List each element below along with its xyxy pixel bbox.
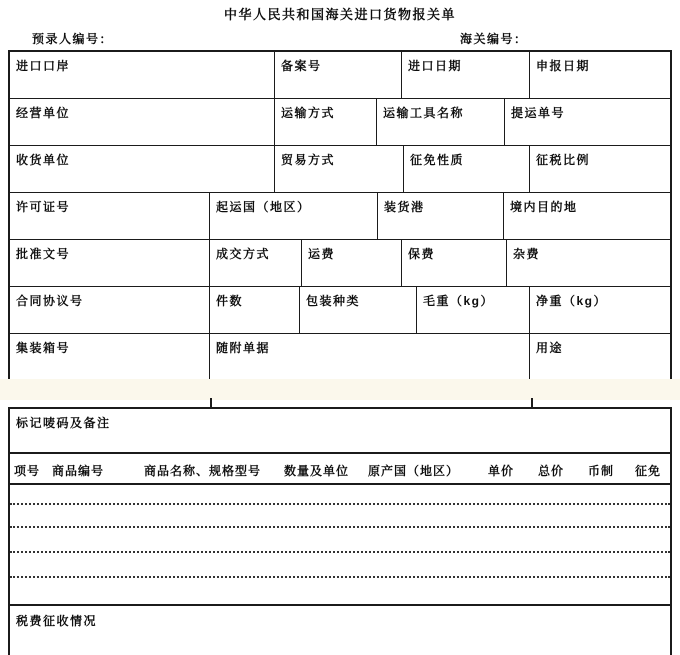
table-row [10,99,670,146]
tax-collection-section [10,604,670,655]
table-row [10,287,670,334]
cell-label: 净重（kg） [536,294,608,308]
declaration-info-table [8,50,672,381]
cell-label: 起运国（地区） [216,200,311,214]
cell-record-number [275,52,402,98]
item-row-divider [10,503,670,505]
cell-label: 随附单据 [216,341,271,355]
cell-label: 征税比例 [536,153,591,167]
pre-entry-number-label: 预录人编号： [32,32,114,46]
tax-collection-label: 税费征收情况 [16,614,98,628]
cell-label: 申报日期 [536,59,591,73]
scan-gap-band [0,379,680,400]
cell-label: 境内目的地 [510,200,578,214]
table-row [10,334,670,381]
col-origin-country: 原产国（地区） [368,464,460,478]
cell-trade-mode [275,146,404,192]
cell-freight [302,240,402,286]
cell-net-weight [530,287,670,333]
customs-number-label: 海关编号： [460,32,528,46]
cell-label: 集装箱号 [16,341,71,355]
cell-label: 成交方式 [216,247,271,261]
cell-label: 用途 [536,341,564,355]
cell-label: 经营单位 [16,106,71,120]
cell-operating-unit [10,99,275,145]
item-row-divider [10,576,670,578]
form-title: 中华人民共和国海关进口货物报关单 [223,7,456,22]
cell-label: 毛重（kg） [423,294,495,308]
cell-loading-port [378,193,504,239]
cell-bill-of-lading-no [505,99,670,145]
cell-label: 件数 [216,294,244,308]
col-levy-exempt: 征免 [635,464,662,478]
cell-label: 运费 [308,247,336,261]
cell-label: 提运单号 [511,106,566,120]
cell-declaration-date [530,52,670,98]
cell-import-date [402,52,530,98]
cell-contract-no [10,287,210,333]
col-currency: 币制 [588,464,615,478]
col-commodity-code: 商品编号 [52,464,105,478]
cell-transport-mode [275,99,377,145]
item-row-divider [10,551,670,553]
item-entry-rows [10,485,670,604]
col-commodity-name-spec: 商品名称、规格型号 [144,464,262,478]
cell-attached-documents [210,334,530,381]
cell-transaction-mode [210,240,302,286]
cell-consignee-unit [10,146,275,192]
item-row-divider [10,526,670,528]
cell-label: 进口口岸 [16,59,71,73]
cell-license-no [10,193,210,239]
cell-label: 保费 [408,247,436,261]
cell-label: 包装种类 [306,294,361,308]
table-row [10,193,670,240]
cell-import-port [10,52,275,98]
cell-label: 装货港 [384,200,425,214]
cell-misc-fees [507,240,670,286]
cell-purpose [530,334,670,381]
cell-label: 收货单位 [16,153,71,167]
cell-label: 许可证号 [16,200,71,214]
cell-approval-doc-no [10,240,210,286]
cell-domestic-destination [504,193,670,239]
cell-package-type [300,287,417,333]
table-row [10,240,670,287]
cell-label: 备案号 [281,59,322,73]
cell-label: 杂费 [513,247,541,261]
cell-levy-exempt-nature [404,146,530,192]
col-quantity-unit: 数量及单位 [284,464,350,478]
cell-container-no [10,334,210,381]
cell-departure-country [210,193,378,239]
cell-insurance [402,240,507,286]
marks-remarks-label: 标记唛码及备注 [16,416,111,430]
cell-tax-ratio [530,146,670,192]
items-and-remarks-box [8,407,672,655]
cell-label: 运输工具名称 [383,106,465,120]
cell-label: 运输方式 [281,106,336,120]
cell-label: 合同协议号 [16,294,84,308]
items-table-header [10,454,670,485]
table-row [10,146,670,193]
cell-gross-weight [417,287,530,333]
col-total-price: 总价 [538,464,565,478]
col-item-no: 项号 [14,464,41,478]
table-row [10,52,670,99]
cell-label: 批准文号 [16,247,71,261]
cell-package-count [210,287,300,333]
cell-label: 征免性质 [410,153,465,167]
col-unit-price: 单价 [488,464,515,478]
cell-label: 贸易方式 [281,153,336,167]
cell-label: 进口日期 [408,59,463,73]
cell-transport-name [377,99,505,145]
marks-remarks-section [10,409,670,454]
